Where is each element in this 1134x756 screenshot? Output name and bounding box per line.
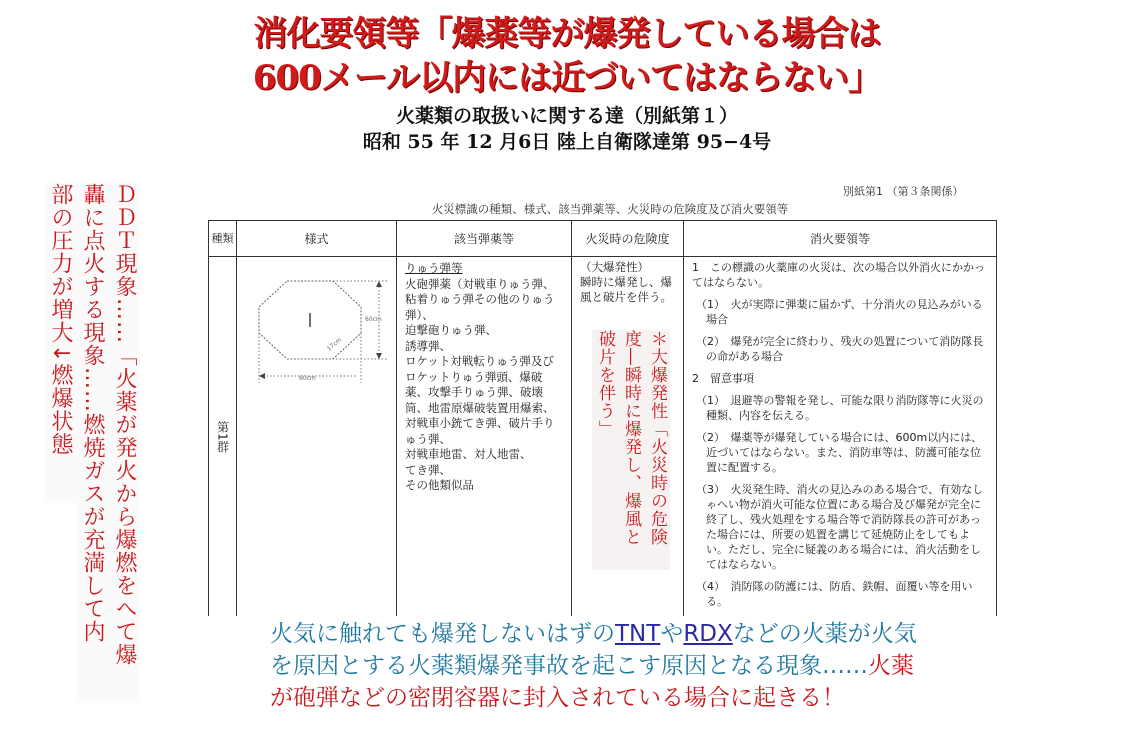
ammo-line: 誘導弾、 bbox=[405, 338, 451, 353]
svg-text:60cm: 60cm bbox=[365, 316, 382, 323]
ammo-line: 火砲弾薬（対戦車りゅう弾、 bbox=[405, 276, 555, 291]
ammo-line: 薬、攻撃手りゅう弾、破壊 bbox=[405, 385, 543, 399]
bottom-note-line-3: が砲弾などの密閉容器に封入されている場合に起きる！ bbox=[270, 685, 845, 711]
left-note-col2: 轟に点火する現象……燃焼ガスが充満して内 bbox=[76, 183, 108, 703]
ammo-line: てき弾、 bbox=[405, 462, 451, 477]
ammo-line: 弾）、 bbox=[405, 307, 434, 322]
left-note-col1: ＤＤＴ現象……「火薬が発火から爆燃をへて爆 bbox=[108, 183, 140, 703]
instruction-item-2-3: （3） 火災発生時、消火の見込みのある場合で、有効なしゃへい物が消火可能な位置にある場合及び爆発が完全に終了し、残火処理をする場合等で消防隊長の許可があった場合には、所要の処置を講じて延焼防止をしてもよい。ただし、完全に疑義のある場合には、消火活動をしてはならない。 bbox=[696, 483, 984, 571]
header-instructions: 消火要領等 bbox=[684, 221, 997, 257]
bottom-note bbox=[270, 618, 917, 714]
ammo-line: ロケットりゅう弾頭、爆破 bbox=[405, 369, 543, 384]
ammo-line: 筒、地雷原爆破装置用爆索、 bbox=[405, 400, 555, 415]
subtitle-line-1: 火薬類の取扱いに関する達（別紙第１） bbox=[395, 105, 738, 127]
kind-label: 第1群 bbox=[215, 420, 230, 453]
ammo-line: その他類似品 bbox=[405, 478, 474, 492]
red-annotation-col1: ＊大爆発性「火災時の危険 bbox=[647, 330, 667, 546]
kind-cell bbox=[209, 257, 237, 617]
subtitle-line-2: 昭和 55 年 12 月6日 陸上自衛隊達第 95−4号 bbox=[362, 131, 772, 153]
instruction-item-1: 1 この標識の火薬庫の火災は、次の場合以外消火にかかってはならない。 bbox=[692, 261, 985, 289]
bottom-note-text: などの火薬が火気 bbox=[732, 621, 917, 647]
header-style: 様式 bbox=[237, 221, 397, 257]
header-ammo: 該当弾薬等 bbox=[397, 221, 572, 257]
bottom-note-red-text: 火薬 bbox=[868, 653, 914, 679]
ammo-cell bbox=[397, 257, 572, 617]
instruction-item-2-1: （1） 退避等の警報を発し、可能な限り消防隊等に火災の種類、内容を伝える。 bbox=[696, 394, 984, 422]
ammo-line: 対戦車小銃てき弾、破片手り bbox=[405, 416, 555, 430]
bottom-note-text: 火気に触れても爆発しないはずの bbox=[270, 621, 615, 647]
title-line-2: 600メール以内には近づいてはならない」 bbox=[252, 58, 882, 98]
instructions-cell bbox=[684, 257, 997, 617]
ammo-line: 迫撃砲りゅう弾、 bbox=[405, 323, 497, 337]
tnt-link[interactable]: TNT bbox=[615, 621, 661, 647]
ammo-line: ロケット対戦転りゅう弾及び bbox=[405, 354, 554, 368]
header-danger: 火災時の危険度 bbox=[572, 221, 684, 257]
bottom-note-text: や bbox=[660, 621, 684, 647]
red-annotation-col2: 度―瞬時に爆発し、爆風と bbox=[621, 330, 641, 546]
ammo-heading: りゅう弾等 bbox=[405, 261, 463, 275]
red-annotation bbox=[592, 330, 670, 570]
bottom-note-line-1 bbox=[270, 618, 917, 650]
instruction-item-1-1: （1） 火が実際に弾薬に届かず、十分消火の見込みがいる場合 bbox=[696, 298, 983, 326]
instruction-item-2: 2 留意事項 bbox=[692, 372, 754, 385]
instruction-item-1-2: （2） 爆発が完全に終わり、残火の処置について消防隊長の命がある場合 bbox=[696, 335, 984, 363]
danger-line: 風と破片を伴う。 bbox=[580, 290, 672, 304]
left-note-col3: 部の圧力が増大↓燃爆状態 bbox=[44, 183, 76, 503]
bottom-note-text: を原因とする火薬類爆発事故を起こす原因となる現象…… bbox=[270, 653, 868, 679]
ammo-line: ゅう弾、 bbox=[405, 431, 451, 446]
instruction-item-2-2: （2） 爆薬等が爆発している場合には、600m以内には、近づいてはならない。また、消防車等は、防護可能な位置に配置する。 bbox=[696, 431, 983, 474]
ammo-line: 粘着りゅう弾その他のりゅう bbox=[405, 292, 555, 306]
danger-line: （大爆発性） bbox=[580, 260, 649, 274]
red-annotation-col3: 破片を伴う」 bbox=[595, 330, 615, 438]
rdx-link[interactable]: RDX bbox=[683, 621, 733, 647]
svg-text:17cm: 17cm bbox=[325, 336, 344, 353]
document-reference: 別紙第1 （第３条関係） bbox=[843, 185, 964, 198]
title-line-1: 消化要領等「爆薬等が爆発している場合は bbox=[253, 14, 881, 54]
instruction-item-2-4: （4） 消防隊の防護には、防盾、鉄帽、面覆い等を用いる。 bbox=[696, 580, 973, 608]
document-caption: 火災標識の種類、様式、該当弾薬等、火災時の危険度及び消火要領等 bbox=[431, 202, 789, 216]
danger-line: 瞬時に爆発し、爆 bbox=[580, 275, 672, 289]
bottom-note-line-2 bbox=[270, 650, 917, 682]
header-kind: 種類 bbox=[209, 221, 237, 257]
svg-text:60cm: 60cm bbox=[299, 375, 316, 382]
table-header-row bbox=[209, 221, 997, 257]
ammo-line: 対戦車地雷、対人地雷、 bbox=[405, 447, 532, 461]
sign-cell bbox=[237, 257, 397, 617]
octagon-sign-icon bbox=[237, 263, 397, 393]
